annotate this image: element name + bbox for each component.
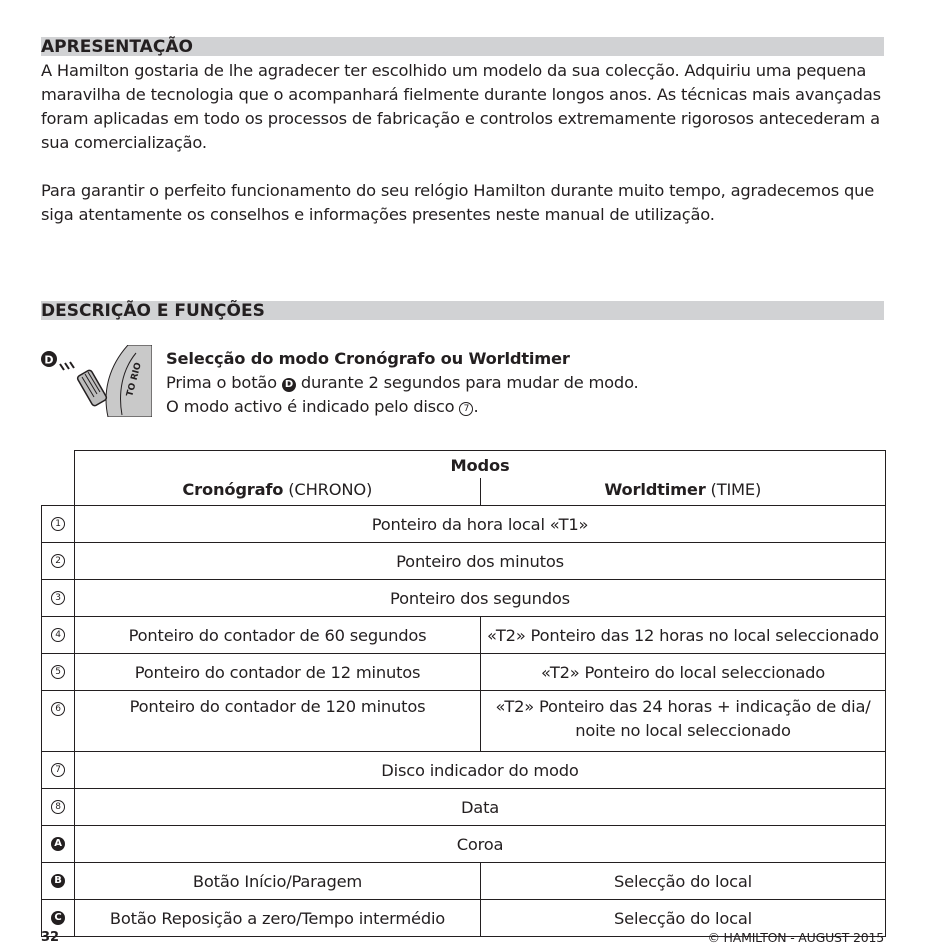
instruction-heading: Selecção do modo Cronógrafo ou Worldtimer [166,349,570,368]
press-arrows-icon [60,362,74,370]
table-row [42,580,886,617]
table-cell: «T2» Ponteiro das 24 horas + indicação de dia/ noite no local seleccionado [481,691,886,752]
table-row [42,826,886,863]
table-cell: Coroa [75,826,886,863]
care-paragraph [41,179,891,227]
number-4-icon: 4 [51,628,65,642]
crown-icon [77,369,108,406]
table-cell: Botão Início/Paragem [75,863,481,900]
table-row [42,863,886,900]
dial-text: TO RIO [125,361,144,398]
mode-instruction [166,347,639,419]
watch-crown-illustration [40,345,152,417]
modes-title: Modos [450,456,510,475]
care-line: Para garantir o perfeito funcionamento do seu relógio Hamilton durante muito tempo, agradecemos que [41,181,875,200]
intro-line: sua comercialização. [41,133,207,152]
table-cell: Ponteiro da hora local «T1» [75,506,886,543]
table-cell: Ponteiro dos segundos [75,580,886,617]
table-row [42,506,886,543]
button-d-letter: D [44,353,54,367]
number-1-icon: 1 [51,517,65,531]
table-row [42,543,886,580]
table-cell: Selecção do local [481,863,886,900]
table-row [42,752,886,789]
column-header-time: Worldtimer (TIME) [604,480,762,499]
instruction-line-2: O modo activo é indicado pelo disco 7 . [166,397,479,416]
intro-paragraph [41,59,891,155]
modes-header [75,451,886,506]
table-cell: «T2» Ponteiro das 12 horas no local seleccionado [481,617,886,654]
copyright: © HAMILTON - AUGUST 2015 [707,930,884,945]
intro-line: maravilha de tecnologia que o acompanhará fielmente durante longos anos. As técnicas mais avançadas [41,85,881,104]
care-line: siga atentamente os conselhos e informações presentes neste manual de utilização. [41,205,715,224]
table-cell: Ponteiro do contador de 120 minutos [75,691,481,752]
instruction-line-1: Prima o botão D durante 2 segundos para mudar de modo. [166,373,639,392]
table-cell: Selecção do local [481,900,886,937]
modes-table [41,450,886,937]
disc-7-icon: 7 [459,402,473,416]
table-cell: Ponteiro do contador de 12 minutos [75,654,481,691]
table-cell: Data [75,789,886,826]
letter-c-icon: C [51,911,65,925]
table-cell: Disco indicador do modo [75,752,886,789]
table-cell: Ponteiro do contador de 60 segundos [75,617,481,654]
table-cell: «T2» Ponteiro do local seleccionado [481,654,886,691]
table-row [42,789,886,826]
letter-b-icon: B [51,874,65,888]
page-number: 32 [41,930,60,945]
number-7-icon: 7 [51,763,65,777]
letter-a-icon: A [51,837,65,851]
table-cell: Ponteiro dos minutos [75,543,886,580]
number-3-icon: 3 [51,591,65,605]
section-title-apresentacao: APRESENTAÇÃO [41,37,884,56]
table-cell: Botão Reposição a zero/Tempo intermédio [75,900,481,937]
section-title-descricao: DESCRIÇÃO E FUNÇÕES [41,301,884,320]
table-row [42,654,886,691]
intro-line: A Hamilton gostaria de lhe agradecer ter escolhido um modelo da sua colecção. Adquiriu uma pequena [41,61,867,80]
table-row [42,691,886,752]
number-6-icon: 6 [51,702,65,716]
number-8-icon: 8 [51,800,65,814]
intro-line: foram aplicadas em todo os processos de fabricação e controlos extremamente rigorosos antecederam a [41,109,880,128]
table-row [42,617,886,654]
number-5-icon: 5 [51,665,65,679]
button-d-icon: D [282,378,296,392]
number-2-icon: 2 [51,554,65,568]
table-header-row [42,451,886,506]
column-header-chrono: Cronógrafo (CHRONO) [75,478,481,505]
